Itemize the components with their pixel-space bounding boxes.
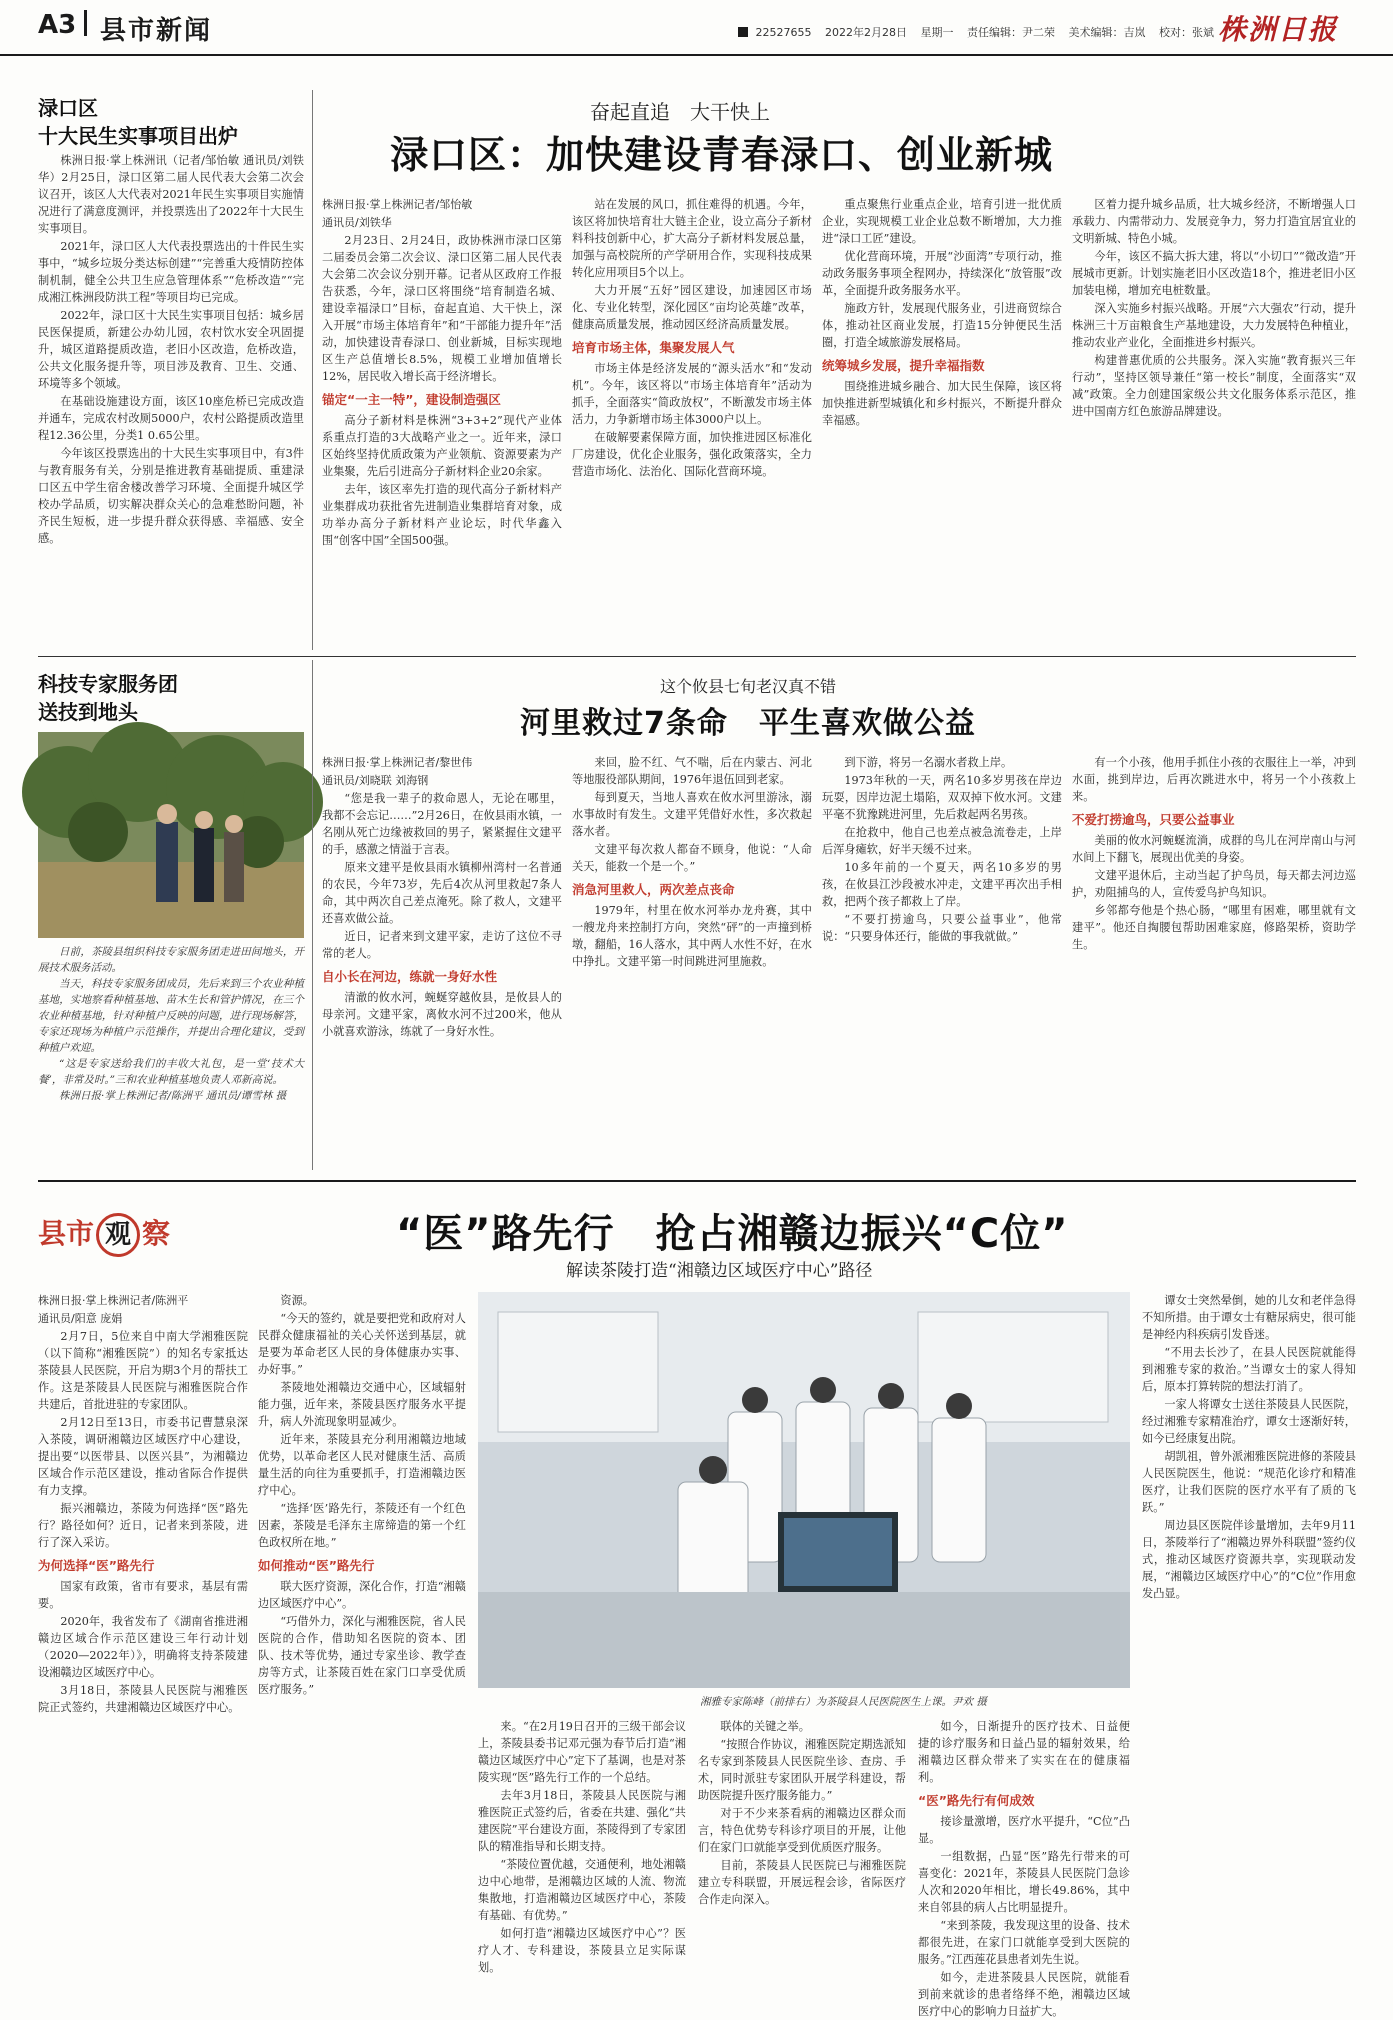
story4-subhead3: 不爱打捞逾鸟，只要公益事业 xyxy=(1072,812,1235,827)
story5-col6: 谭女士突然晕倒，她的儿女和老伴急得不知所措。由于谭女士有糖尿病史，很可能是神经内科疾病引发昏迷。 “不用去长沙了，在县人民医院就能得到湘雅专家的救治。”当谭女士的家人得知后，原本打算转院的想法打消了。 一家人将谭女士送往茶陵县人民医院，经过湘雅专家精准治疗，谭女士逐渐好转，如今已经康复出院。 胡凯祖，曾外派湘雅医院进修的茶陵县人民医院医生，他说：“规范化诊疗和精准医疗，让我们医院的医疗水平有了质的飞跃。” 周边县区医院伴诊量增加，去年9月11日，茶陵举行了“湘赣边界外科联盟”签约仪式，推动区域医疗资源共享，实现联动发展，“湘赣边区域医疗中心”的“C位”作用愈发凸显。 xyxy=(1142,1294,1356,1600)
story5-subhead3: “医”路先行有何成效 xyxy=(918,1793,1035,1808)
story4-col2: 来回，脸不红、气不喘，后在内蒙古、河北等地服役部队期间，1976年退伍回到老家。 每到夏天，当地人喜欢在攸水河里游泳，溺水事故时有发生。文建平凭借好水性，多次救起落水者。 文建平每次救人都奋不顾身，他说：“人命关天，能救一个是一个。” 消急河里救人，两次差点丧命 1979年，村里在攸水河举办龙舟赛，其中一艘龙舟来控制打方向，突然“砰”的一声撞到桥墩，翻船，16人落水，其中两人水性不好，在水中挣扎。文建平第一时间跳进河里施救。 xyxy=(572,756,812,968)
story1-title-line1: 渌口区 xyxy=(38,96,98,120)
story5-col1: 株洲日报·掌上株洲记者/陈洲平 通讯员/阳意 庞娟 2月7日，5位来自中南大学湘雅医院（以下简称“湘雅医院”）的知名专家抵达茶陵县人民医院，开启为期3个月的帮扶工作。这是茶陵县人民医院与湘雅医院合作共建后，首批进驻的专家团队。 2月12日至13日，市委书记曹慧泉深入茶陵，调研湘赣边区域医疗中心建设，提出要“以医带县、以医兴县”，为湘赣边区域合作示范区建设，推动省际合作提供有力支撑。 振兴湘赣边，茶陵为何选择“医”路先行？路径如何？近日，记者来到茶陵，进行了深入采访。 为何选择“医”路先行 国家有政策，省市有要求，基层有需要。 2020年，我省发布了《湖南省推进湘赣边区域合作示范区建设三年行动计划（2020—2022年）》，明确将支持茶陵建设湘赣边区域医疗中心。 3月18日，茶陵县人民医院与湘雅医院正式签约，共建湘赣边区域医疗中心。 xyxy=(38,1294,248,1714)
story5-col5: 如今，日渐提升的医疗技术、日益便捷的诊疗服务和日益凸显的辐射效果，给湘赣边区群众带来了实实在在的健康福利。 “医”路先行有何成效 接诊量激增，医疗水平提升，“C位”凸显。 一组数据，凸显“医”路先行带来的可喜变化：2021年，茶陵县人民医院门急诊人次和2020年相比，增长49.86%，其中来自邻县的病人占比明显提升。 “来到茶陵，我发现这里的设备、技术都很先进，在家门口就能享受到大医院的服务。”江西莲花县患者刘先生说。 如今，走进茶陵县人民医院，就能看到前来就诊的患者络绎不绝，湘赣边区域医疗中心的影响力日益扩大。 xyxy=(918,1720,1130,2018)
story5-photo-caption: 湘雅专家陈峰（前排右）为茶陵县人民医院医生上课。尹欢 摄 xyxy=(700,1696,987,1708)
orchard-photo-illustration xyxy=(38,732,304,938)
section-rule xyxy=(38,1180,1356,1182)
story5-col2: 资源。 “今天的签约，就是要把党和政府对人民群众健康福祉的关心关怀送到基层，就是要为革命老区人民的身体健康办实事、办好事。” 茶陵地处湘赣边交通中心，区域辐射能力强，近年来，茶陵县医疗服务水平提升，病人外流现象明显减少。 近年来，茶陵县充分利用湘赣边地域优势，以革命老区人民对健康生活、高质量生活的向往为重要抓手，打造湘赣边医疗中心。 “选择‘医’路先行，茶陵还有一个红色因素，茶陵是毛泽东主席缔造的第一个红色政权所在地。” 如何推动“医”路先行 联大医疗资源，深化合作，打造“湘赣边区域医疗中心”。 “巧借外力，深化与湘雅医院，省人民医院的合作，借助知名医院的资本、团队、技术等优势，通过专家坐诊、教学查房等方式，让茶陵百姓在家门口享受优质医疗服务。” xyxy=(258,1294,466,1696)
section-rule xyxy=(38,656,1356,657)
section-name: 县市新闻 xyxy=(100,16,213,46)
story2-subhead3: 统筹城乡发展，提升幸福指数 xyxy=(822,358,985,373)
story5-col3: 来。“在2月19日召开的三级干部会议上，茶陵县委书记邓元强为春节后打造“湘赣边区域医疗中心”定下了基调，也是对茶陵实现“医”路先行工作的一个总结。 去年3月18日，茶陵县人民医院与湘雅医院正式签约后，省委在共建、强化“共建医院”平台建设方面，茶陵得到了专家团队的精准指导和长期支持。 “茶陵位置优越，交通便利，地处湘赣边中心地带，是湘赣边区域的人流、物流集散地，打造湘赣边区域医疗中心，茶陵有基础、有优势。” 如何打造“湘赣边区域医疗中心”？医疗人才、专科建设，茶陵县立足实际谋划。 xyxy=(478,1720,686,1974)
story5-title: “医”路先行 抢占湘赣边振兴“C位” xyxy=(396,1211,1069,1257)
column-logo: 县市 观 察 xyxy=(38,1212,170,1257)
page-masthead xyxy=(0,0,1393,56)
story3-caption: 日前，茶陵县组织科技专家服务团走进田间地头，开展技术服务活动。 当天，科技专家服务团成员，先后来到三个农业种植基地，实地察看种植基地、苗木生长和管护情况，在三个农业种植基地，针对种植户反映的问题，进行现场解答，专家还现场为种植户示范操作，并提出合理化建议，受到种植户欢迎。 “这是专家送给我们的丰收大礼包，是一堂‘技术大餐’，非常及时。”三和农业种植基地负责人邓新高说。 株洲日报·掌上株洲记者/陈洲平 通讯员/谭雪林 摄 xyxy=(38,946,304,1102)
story2-subhead2: 培育市场主体，集聚发展人气 xyxy=(572,340,735,355)
page-number: A3 xyxy=(38,10,95,40)
story2-title: 渌口区：加快建设青春渌口、创业新城 xyxy=(390,133,1054,177)
story2-col1: 株洲日报·掌上株洲记者/邹怡敏 通讯员/刘铁华 2月23日、2月24日，政协株洲市渌口区第二届委员会第二次会议、渌口区第二届人民代表大会第二次会议分别开幕。记者从区政府工作报告获悉，今年，渌口区将围绕“培育制造名城、建设幸福渌口”目标，奋起直追、大干快上，深入开展“市场主体培育年”和“干部能力提升年”活动，加快建设青春渌口、创业新城，目标实现地区生产总值增长8.5%，规模工业增加值增长12%，居民收入增长高于经济增长。 锚定“一主一特”，建设制造强区 高分子新材料是株洲“3+3+2”现代产业体系重点打造的3大战略产业之一。近年来，渌口区始终坚持优质政策为产业领航、资源要素为产业集聚，先后引进高分子新材料企业20余家。 去年，该区率先打造的现代高分子新材料产业集群成功获批省先进制造业集群培育对象，成功举办高分子新材料产业论坛，时代华鑫入围“创客中国”全国500强。 xyxy=(322,198,562,547)
story4-subhead2: 消急河里救人，两次差点丧命 xyxy=(572,882,735,897)
story1-title-line2: 十大民生实事项目出炉 xyxy=(38,124,238,148)
story3-photo xyxy=(38,732,304,938)
doctors-photo-illustration xyxy=(478,1292,1130,1688)
story4-title: 河里救过7条命 平生喜欢做公益 xyxy=(520,706,976,741)
story2-col2: 站在发展的风口，抓住难得的机遇。今年，该区将加快培育壮大链主企业，设立高分子新材料科技创新中心，扩大高分子新材料发展总量，加强与高校院所的产学研用合作，实现科技成果转化应用项目5个以上。 大力开展“五好”园区建设，加速园区市场化、专业化转型，深化园区“亩均论英雄”改革，健康高质量发展，推动园区经济高质量发展。 培育市场主体，集聚发展人气 市场主体是经济发展的“源头活水”和“发动机”。今年，该区将以“市场主体培育年”活动为抓手，全面落实“简政放权”，不断激发市场主体活力，力争新增市场主体3000户以上。 在破解要素保障方面，加快推进园区标准化厂房建设，优化企业服务，强化政策落实，全力营造市场化、法治化、国际化营商环境。 xyxy=(572,198,812,478)
story5-subhead2: 如何推动“医”路先行 xyxy=(258,1558,375,1573)
story4-col4: 有一个小孩，他用手抓住小孩的衣服往上一举，冲到水面，挑到岸边，后再次跳进水中，将另一个小孩救上来。 不爱打捞逾鸟，只要公益事业 美丽的攸水河蜿蜒流淌，成群的鸟儿在河岸南山与河水间上下翻飞，展现出优美的身姿。 文建平退休后，主动当起了护鸟员，每天都去河边巡护，劝阻捕鸟的人，宣传爱鸟护鸟知识。 乡邻都夸他是个热心肠，“哪里有困难，哪里就有文建平”。他还自掏腰包帮助困难家庭，修路架桥，资助学生。 xyxy=(1072,756,1356,951)
story5-subtitle: 解读茶陵打造“湘赣边区域医疗中心”路径 xyxy=(566,1261,873,1281)
column-divider xyxy=(312,90,313,650)
story5-subhead1: 为何选择“医”路先行 xyxy=(38,1558,155,1573)
story5-col4: 联体的关键之举。 “按照合作协议，湘雅医院定期选派知名专家到茶陵县人民医院坐诊、查房、手术，同时派驻专家团队开展学科建设，帮助医院提升医疗服务能力。” 对于不少来茶看病的湘赣边区群众而言，特色优势专科诊疗项目的开展，让他们在家门口就能享受到优质医疗服务。 目前，茶陵县人民医院已与湘雅医院建立专科联盟，开展远程会诊，省际医疗合作走向深入。 xyxy=(698,1720,906,1906)
story2-col3: 重点聚焦行业重点企业，培育引进一批优质企业，实现规模工业企业总数不断增加，大力推进“渌口工匠”建设。 优化营商环境，开展“沙面湾”专项行动，推动政务服务事项全程网办，持续深化“放管服”改革，全面提升政务服务水平。 施政方针，发展现代服务业，引进商贸综合体，推动社区商业发展，打造15分钟便民生活圈，打造全域旅游发展格局。 统筹城乡发展，提升幸福指数 围绕推进城乡融合、加大民生保障，该区将加快推进新型城镇化和乡村振兴，不断提升群众幸福感。 xyxy=(822,198,1062,427)
story5-photo xyxy=(478,1292,1130,1688)
column-divider xyxy=(312,660,313,1170)
story3-title-line2: 送技到地头 xyxy=(38,700,138,724)
story4-col3: 到下游，将另一名溺水者救上岸。 1973年秋的一天，两名10多岁男孩在岸边玩耍，因岸边泥土塌陷，双双掉下攸水河。文建平毫不犹豫跳进河里，先后救起两名男孩。 在抢救中，他自己也差点被急流卷走，上岸后浑身瘫软，好半天缓不过来。 10多年前的一个夏天，两名10多岁的男孩，在攸县江沙段被水冲走，文建平再次出手相救，把两个孩子都救上了岸。 “不要打捞逾鸟，只要公益事业”，他常说：“只要身体还行，能做的事我就做。” xyxy=(822,756,1062,943)
newspaper-logo: 株洲日报 xyxy=(1218,13,1339,46)
story4-kicker: 这个攸县七旬老汉真不错 xyxy=(660,677,837,696)
story2-kicker: 奋起直追 大干快上 xyxy=(590,100,770,124)
story4-col1: 株洲日报·掌上株洲记者/黎世伟 通讯员/刘晓联 刘海钢 “您是我一辈子的救命恩人，无论在哪里，我都不会忘记……”2月26日，在攸县雨水镇，一名刚从死亡边缘被救回的男子，紧紧握住文建平的手，感激之情溢于言表。 原来文建平是攸县雨水镇柳州湾村一名普通的农民，今年73岁，先后4次从河里救起7条人命，其中两次自己差点淹死。除了救人，文建平还喜欢做公益。 近日，记者来到文建平家，走访了这位不寻常的老人。 自小长在河边，练就一身好水性 清澈的攸水河，蜿蜒穿越攸县，是攸县人的母亲河。文建平家，离攸水河不过200米，他从小就喜欢游泳，练就了一身好水性。 xyxy=(322,756,562,1038)
issue-meta: 22527655 2022年2月28日 星期一 责任编辑：尹二荣 美术编辑：吉岚 校对：张斌 xyxy=(738,24,1224,40)
story1-body: 株洲日报·掌上株洲讯（记者/邹怡敏 通讯员/刘铁华）2月25日，渌口区第二届人民代表大会第二次会议召开，该区人大代表对2021年民生实事项目实施情况进行了满意度测评，并投票选出了2022年十大民生实事项目。 2021年，渌口区人大代表投票选出的十件民生实事中，“城乡垃圾分类达标创建”“完善重大疫情防控体制机制，健全公共卫生应急管理体系”“危桥改造”“完成湘江株洲段防洪工程”等项目均已完成。 2022年，渌口区十大民生实事项目包括：城乡居民医保提质，新建公办幼儿园，农村饮水安全巩固提升，城区道路提质改造，老旧小区改造，危桥改造，公共文化服务提升等，项目涉及教育、卫生、交通、环境等多个领域。 在基础设施建设方面，该区10座危桥已完成改造并通车，完成农村改厕5000户，农村公路提质改造里程12.36公里，分类1 0.65公里。 今年该区投票选出的十大民生实事项目中，有3件与教育服务有关，分别是推进教育基础提质、重建渌口区五中学生宿舍楼改善学习环境、全面提升城区学校办学品质，切实解决群众关心的急难愁盼问题，补齐民生短板，进一步提升群众获得感、幸福感、安全感。 xyxy=(38,154,304,545)
story4-subhead1: 自小长在河边，练就一身好水性 xyxy=(322,969,498,984)
story3-title-line1: 科技专家服务团 xyxy=(38,672,178,696)
story2-subhead1: 锚定“一主一特”，建设制造强区 xyxy=(322,392,501,407)
story2-col4: 区着力提升城乡品质，壮大城乡经济，不断增强人口承载力、内需带动力、发展竞争力，努力打造宜居宜业的文明新城、特色小城。 今年，该区不搞大拆大建，将以“小切口”“微改造”开展城市更新。计划实施老旧小区改造18个，推进老旧小区加装电梯，增加充电桩数量。 深入实施乡村振兴战略。开展“六大强农”行动，提升株洲三十万亩粮食生产基地建设，大力发展特色种植业，推动农业产业化，全面推进乡村振兴。 构建普惠优质的公共服务。深入实施“教育振兴三年行动”，坚持区领导兼任“第一校长”制度，全面落实“双减”政策。全力创建国家级公共文化服务体系示范区，推进中国南方红色旅游品牌建设。 xyxy=(1072,198,1356,418)
barcode-icon xyxy=(738,27,748,37)
